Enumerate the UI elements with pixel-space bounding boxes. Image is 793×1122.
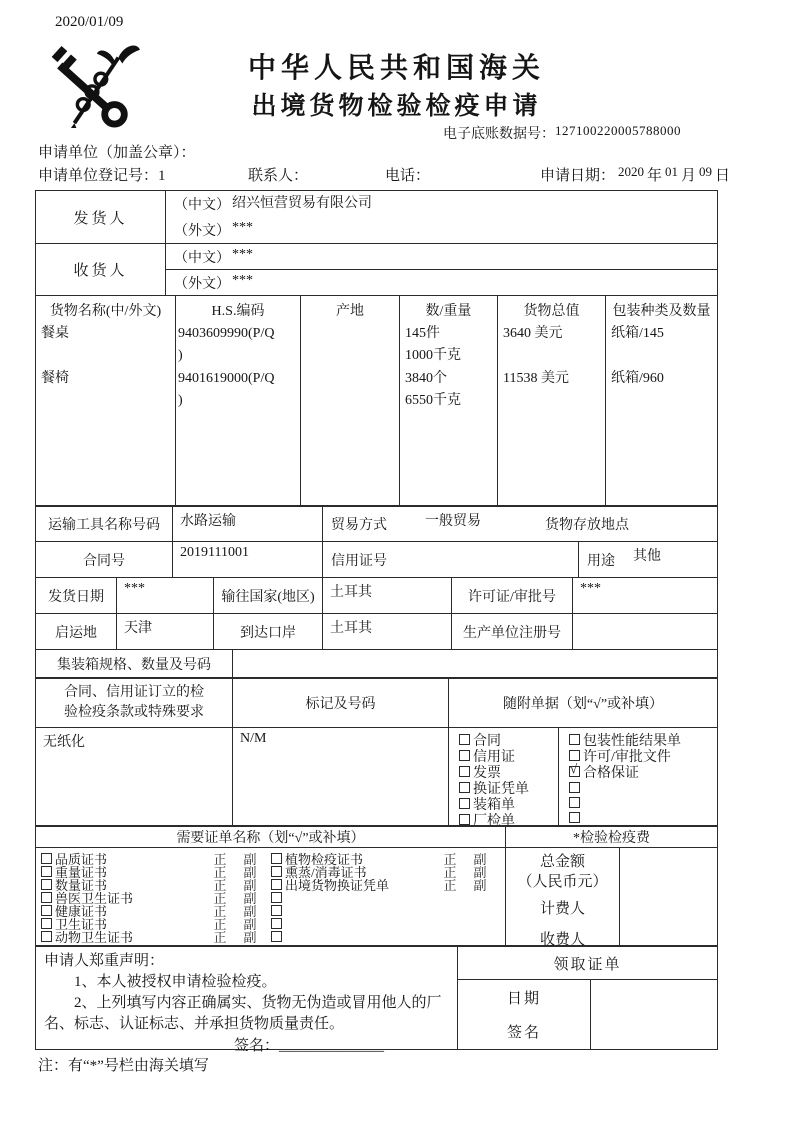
- dup-label: 副: [243, 930, 257, 945]
- hs-line: ): [178, 348, 183, 363]
- year-unit: 年: [647, 168, 663, 184]
- cert-label: 动物卫生证书: [55, 930, 134, 945]
- container-value: [233, 650, 717, 677]
- checkbox-contract: [459, 734, 470, 745]
- applicant-info-row: [38, 164, 758, 185]
- consignee-label: 收货人: [36, 244, 166, 295]
- checkbox-health-cert: [41, 905, 52, 916]
- pickup-labels: [458, 980, 591, 1049]
- clauses-header-left: [36, 679, 233, 727]
- declaration-section: [36, 945, 717, 1054]
- doc-label: 装箱单: [473, 797, 515, 813]
- goods-row1-packaging: 纸箱/145: [611, 326, 664, 341]
- ship-date-value: ***: [117, 578, 214, 613]
- checkbox-weight-cert: [41, 866, 52, 877]
- orig-label: 正: [213, 865, 227, 880]
- cert-item: [41, 930, 505, 943]
- goods-header-hscode: H.S.编码: [211, 304, 265, 319]
- doc-label: 换证凭单: [473, 781, 529, 797]
- dest-country-value: 土耳其: [323, 578, 452, 613]
- clauses-value: 无纸化: [36, 728, 233, 825]
- arrival-port-label: 到达口岸: [214, 614, 323, 649]
- cert-label: 兽医卫生证书: [55, 891, 134, 906]
- doc-item: [569, 780, 717, 794]
- trade-mode-cell: [323, 507, 717, 541]
- contact-label: 联系人：: [248, 168, 309, 184]
- eledger-label: 电子底账数据号：: [443, 127, 555, 142]
- orig-label: 正: [443, 852, 457, 867]
- hs-line: 9403609990(P/Q: [178, 326, 275, 341]
- phone-label: 电话：: [385, 168, 431, 184]
- form-title: 出境货物检验检疫申请: [251, 93, 542, 120]
- declaration-line1: 1、本人被授权申请检验检疫。: [74, 974, 277, 990]
- certificates-header-row: [36, 825, 717, 847]
- goods-row1-origin: [306, 323, 397, 368]
- consignee-fn-label: （外文）: [174, 276, 230, 292]
- application-date-label: 申请日期：: [540, 168, 616, 184]
- consignor-fn-value: ***: [232, 220, 253, 235]
- goods-col-hscode: [176, 296, 301, 505]
- consignor-row: [36, 191, 717, 243]
- dup-label: 副: [473, 878, 487, 893]
- doc-item: [569, 795, 717, 809]
- application-date-year: 2020: [618, 164, 645, 179]
- consignee-cn-value: ***: [232, 246, 253, 262]
- applicant-unit-row: [38, 141, 196, 162]
- declaration-text: [36, 947, 458, 1054]
- usage-label: 用途: [587, 553, 615, 569]
- goods-row2-packaging: 纸箱/960: [611, 371, 664, 386]
- consignor-fn-label: （外文）: [174, 224, 230, 239]
- checkbox-blank-2: [569, 797, 580, 808]
- consignee-cn-label: （中文）: [174, 250, 230, 266]
- goods-row2-name: 餐椅: [41, 371, 69, 386]
- goods-row2-origin: [306, 368, 397, 413]
- usage-cell: [579, 542, 717, 577]
- page-title: 中华人民共和国海关: [247, 53, 545, 84]
- hs-line: 9401619000(P/Q: [178, 371, 275, 386]
- departure-label: 启运地: [36, 614, 117, 649]
- footer-note: 注：有“*”号栏由海关填写: [38, 1058, 209, 1074]
- orig-label: 正: [213, 930, 227, 945]
- declaration-line2: 2、上列填写内容正确属实、货物无伪造或冒用他人的厂名、标志、认证标志、并承担货物质量责任。: [44, 995, 442, 1032]
- qty-line: 145件: [405, 326, 440, 341]
- producer-reg-label: 生产单位注册号: [452, 614, 573, 649]
- doc-item: [569, 810, 717, 824]
- application-date-day: 09: [699, 164, 713, 179]
- checkbox-letter-of-credit: [459, 750, 470, 761]
- signature-line: ______________: [279, 1038, 385, 1054]
- transport-row: [36, 505, 717, 541]
- orig-label: 正: [213, 878, 227, 893]
- checkbox-conformity-guarantee: [569, 761, 580, 777]
- checkmark: √: [570, 761, 578, 776]
- dup-label: 副: [243, 865, 257, 880]
- goods-col-origin: [301, 296, 400, 505]
- goods-row1-hscode: [178, 323, 298, 368]
- docs-column-1: [449, 728, 559, 829]
- fee-biller-label: 计费人: [539, 901, 585, 917]
- consignor-label: 发货人: [36, 191, 166, 243]
- attached-docs-checklist: [449, 728, 717, 829]
- trade-mode-label: 贸易方式: [331, 518, 387, 533]
- application-date-month: 01: [665, 164, 679, 179]
- qty-line: 3840个: [405, 371, 447, 386]
- cert-label: 出境货物换证凭单: [285, 878, 390, 893]
- cert-label: 品质证书: [55, 852, 108, 867]
- vehicle-label: 运输工具名称号码: [36, 507, 173, 541]
- orig-label: 正: [443, 878, 457, 893]
- dest-country-label: 输往国家(地区): [214, 578, 323, 613]
- marks-header: 标记及号码: [233, 679, 449, 727]
- checkbox-animal-health-cert: [41, 931, 52, 942]
- pickup-title: 领取证单: [553, 956, 622, 973]
- day-unit: 日: [715, 168, 731, 184]
- usage-value: 其他: [633, 549, 661, 564]
- arrival-port-value: 土耳其: [323, 614, 452, 649]
- checkbox-blank-4: [271, 892, 282, 903]
- consignor-cn-value: 绍兴恒营贸易有限公司: [232, 196, 372, 211]
- fee-section: [506, 848, 717, 948]
- doc-label: 合同: [473, 733, 501, 749]
- orig-label: 正: [213, 891, 227, 906]
- license-value: ***: [580, 581, 601, 596]
- checkbox-packing-list: [459, 798, 470, 809]
- checkbox-blank-6: [271, 918, 282, 929]
- cert-label: 健康证书: [55, 904, 108, 919]
- trade-mode-value: 一般贸易: [425, 514, 481, 529]
- goods-col-quantity: [400, 296, 498, 505]
- hs-line: ): [178, 393, 183, 408]
- doc-label: 信用证: [473, 749, 515, 765]
- goods-col-value: [498, 296, 606, 505]
- goods-row2-value: 11538 美元: [503, 371, 569, 386]
- goods-col-packaging: [606, 296, 717, 505]
- consignee-fn-value: ***: [232, 272, 253, 288]
- cert-label: 卫生证书: [55, 917, 108, 932]
- certificates-header: 需要证单名称（划“√”或补填）: [36, 827, 506, 847]
- goods-table: [36, 295, 717, 505]
- fee-values: [620, 848, 717, 945]
- pickup-date-label: 日期: [506, 990, 541, 1007]
- clauses-body-row: [36, 727, 717, 829]
- fee-collector-label: 收费人: [539, 932, 585, 948]
- shipment-row: [36, 577, 717, 613]
- application-date: [540, 164, 730, 185]
- doc-item: [569, 761, 717, 781]
- pickup-sign-label: 签名: [506, 1025, 541, 1042]
- certificates-body-row: [36, 847, 717, 948]
- print-date: 2020/01/09: [55, 14, 124, 30]
- clauses-header-left-text: 合同、信用证订立的检验检疫条款或特殊要求: [64, 685, 204, 720]
- checkbox-blank-3: [569, 812, 580, 823]
- orig-label: 正: [213, 917, 227, 932]
- container-label: 集装箱规格、数量及号码: [36, 650, 233, 677]
- license-label: 许可证/审批号: [452, 578, 573, 613]
- cert-label: 重量证书: [55, 865, 108, 880]
- checkbox-certificate-exchange: [459, 782, 470, 793]
- doc-label: 合格保证: [583, 765, 639, 781]
- goods-header-origin: 产地: [336, 304, 364, 319]
- container-row: [36, 649, 717, 677]
- ship-date-label: 发货日期: [36, 578, 117, 613]
- applicant-reg-label: 申请单位登记号：: [38, 168, 159, 184]
- dup-label: 副: [243, 904, 257, 919]
- certificates-checklist: [36, 848, 506, 945]
- pickup-section: [458, 947, 717, 1049]
- checkbox-fumigation-cert: [271, 866, 282, 877]
- goods-row1-value: 3640 美元: [503, 326, 563, 341]
- storage-label: 货物存放地点: [545, 518, 629, 533]
- dup-label: 副: [243, 917, 257, 932]
- checkbox-factory-inspection: [459, 814, 470, 825]
- goods-header-value: 货物总值: [523, 304, 580, 319]
- checkbox-plant-quarantine-cert: [271, 853, 282, 864]
- orig-label: 正: [213, 904, 227, 919]
- attached-docs-header: 随附单据（划“√”或补填）: [502, 697, 664, 712]
- dup-label: 副: [243, 852, 257, 867]
- dup-label: 副: [243, 891, 257, 906]
- contract-label: 合同号: [36, 542, 173, 577]
- clauses-header-row: [36, 677, 717, 727]
- goods-row2-quantity: [405, 368, 495, 413]
- checkbox-quantity-cert: [41, 879, 52, 890]
- eledger-number: [443, 123, 681, 143]
- dup-label: 副: [473, 865, 487, 880]
- orig-label: 正: [213, 852, 227, 867]
- cert-label: 植物检疫证书: [285, 852, 364, 867]
- doc-label: 发票: [473, 765, 501, 781]
- declaration-title: 申请人郑重声明：: [44, 953, 165, 969]
- goods-header-quantity: 数/重量: [425, 304, 472, 319]
- consignor-cn-label: （中文）: [174, 198, 230, 213]
- marks-value: N/M: [233, 728, 449, 825]
- checkbox-vet-health-cert: [41, 892, 52, 903]
- route-row: [36, 613, 717, 649]
- goods-col-name: [36, 296, 176, 505]
- contract-row: [36, 541, 717, 577]
- consignee-row: [36, 243, 717, 295]
- checkbox-blank-7: [271, 931, 282, 942]
- checkbox-packaging-performance: [569, 734, 580, 745]
- parties-section: [36, 191, 717, 295]
- cert-label: 熏蒸/消毒证书: [285, 865, 367, 880]
- departure-value: 天津: [117, 614, 214, 649]
- dup-label: 副: [243, 878, 257, 893]
- fee-header: *检验检疫费: [573, 831, 650, 846]
- doc-label: 包装性能结果单: [583, 733, 681, 749]
- fee-total-label: 总金额: [539, 854, 585, 870]
- pickup-values: [591, 980, 717, 1049]
- vehicle-value: 水路运输: [173, 507, 323, 541]
- goods-header-packaging: 包装种类及数量: [612, 304, 711, 319]
- orig-label: 正: [443, 865, 457, 880]
- fee-labels: [506, 848, 620, 948]
- producer-reg-value: [573, 614, 717, 649]
- goods-header-name: 货物名称(中/外文): [49, 304, 162, 319]
- goods-row1-name: 餐桌: [41, 326, 69, 341]
- lc-cell: [323, 542, 579, 577]
- applicant-unit-label: 申请单位（加盖公章）：: [38, 145, 196, 161]
- eledger-value: 127100220005788000: [555, 123, 681, 138]
- fee-currency-label: （人民币元）: [517, 874, 608, 890]
- qty-line: 6550千克: [405, 393, 461, 408]
- checkbox-blank-1: [569, 782, 580, 793]
- doc-label: 许可/审批文件: [583, 749, 671, 765]
- goods-row2-hscode: [178, 368, 298, 413]
- dup-label: 副: [473, 852, 487, 867]
- signature-row: [234, 1036, 447, 1057]
- doc-label: 厂检单: [473, 813, 515, 829]
- signature-label: 签名：: [234, 1038, 280, 1054]
- checkbox-exit-exchange-voucher: [271, 879, 282, 890]
- checkbox-blank-5: [271, 905, 282, 916]
- checkbox-invoice: [459, 766, 470, 777]
- qty-line: 1000千克: [405, 348, 461, 363]
- contract-value: 2019111001: [173, 542, 323, 577]
- month-unit: 月: [681, 168, 697, 184]
- applicant-reg-value: 1: [158, 168, 166, 184]
- application-form-table: [35, 190, 718, 1054]
- docs-column-2: [559, 728, 717, 825]
- checkbox-sanitary-cert: [41, 918, 52, 929]
- cert-label: 数量证书: [55, 878, 108, 893]
- lc-label: 信用证号: [331, 553, 387, 569]
- goods-row1-quantity: [405, 323, 495, 368]
- checkbox-license-approval: [569, 750, 580, 761]
- checkbox-quality-cert: [41, 853, 52, 864]
